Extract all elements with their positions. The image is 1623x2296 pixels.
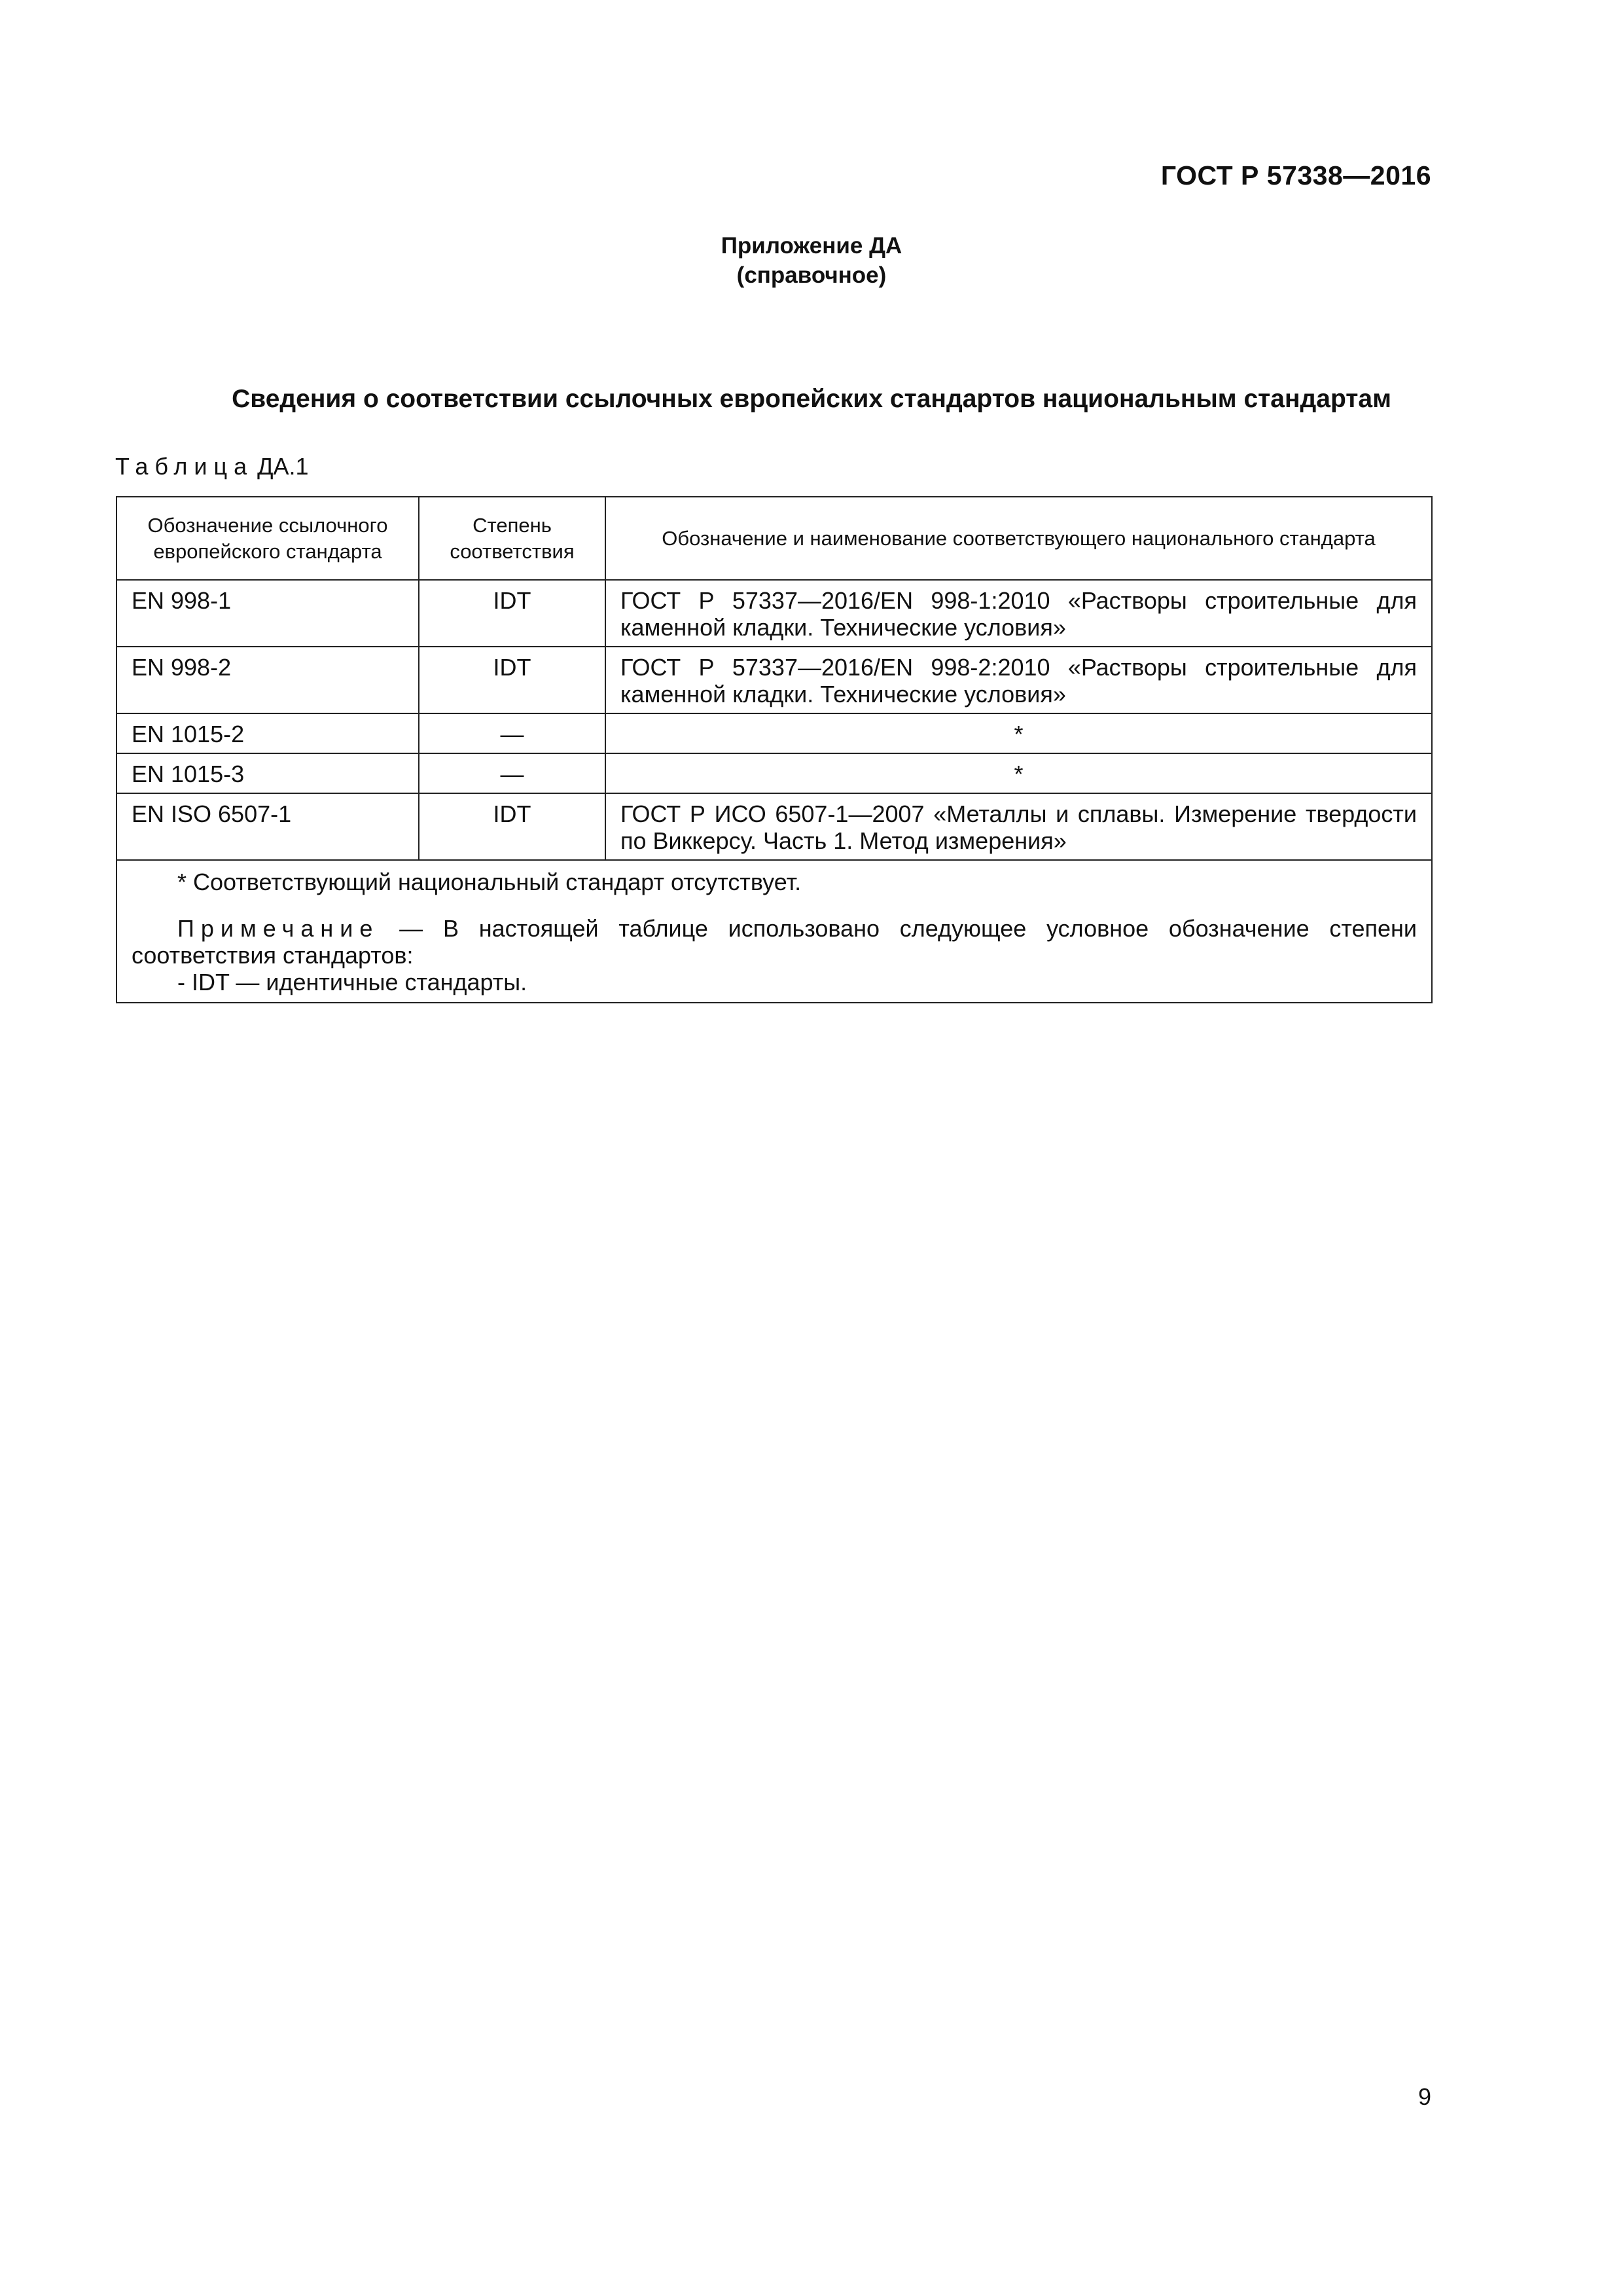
table-row <box>116 713 1432 753</box>
cell-european-code: EN ISO 6507-1 <box>116 793 419 860</box>
annex-status: (справочное) <box>736 262 887 288</box>
cell-european-code: EN 1015-2 <box>116 713 419 753</box>
cell-degree: — <box>419 753 605 793</box>
table-row <box>116 647 1432 713</box>
note-text: — В настоящей таблице использовано следующее условное обозначение степени соответствия стандартов: <box>132 915 1417 969</box>
cell-national-standard: ГОСТ Р ИСО 6507-1—2007 «Металлы и сплавы. Измерение твердости по Виккерсу. Часть 1. Метод измерения» <box>605 793 1432 860</box>
table-row <box>116 753 1432 793</box>
table-row <box>116 793 1432 860</box>
cell-european-code: EN 998-1 <box>116 580 419 647</box>
cell-national-standard: * <box>605 713 1432 753</box>
column-header-national-standard: Обозначение и наименование соответствующего национального стандарта <box>605 497 1432 580</box>
table-row <box>116 580 1432 647</box>
annex-title: Приложение ДА <box>721 233 902 259</box>
annex-header <box>0 231 1623 290</box>
column-header-european-code: Обозначение ссылочного европейского стандарта <box>116 497 419 580</box>
page-number: 9 <box>1418 2083 1431 2110</box>
table-notes <box>116 860 1432 1003</box>
note-label: Примечание <box>177 915 380 942</box>
cell-degree: IDT <box>419 793 605 860</box>
table-caption <box>115 453 309 480</box>
cell-degree: IDT <box>419 647 605 713</box>
correspondence-table <box>116 496 1433 1003</box>
table-note <box>132 915 1417 969</box>
cell-national-standard: ГОСТ Р 57337—2016/EN 998-2:2010 «Растворы строительные для каменной кладки. Технические условия» <box>605 647 1432 713</box>
table-caption-number: ДА.1 <box>257 453 309 480</box>
note-item-idt: - IDT — идентичные стандарты. <box>177 969 527 996</box>
document-code: ГОСТ Р 57338—2016 <box>1160 160 1431 190</box>
column-header-degree: Степень соответствия <box>419 497 605 580</box>
correspondence-table-wrapper <box>116 496 1431 1003</box>
table-header-row <box>116 497 1432 580</box>
cell-degree: IDT <box>419 580 605 647</box>
cell-national-standard: ГОСТ Р 57337—2016/EN 998-1:2010 «Растворы строительные для каменной кладки. Технические условия» <box>605 580 1432 647</box>
table-footnote: * Соответствующий национальный стандарт отсутствует. <box>177 869 802 895</box>
cell-national-standard: * <box>605 753 1432 793</box>
cell-european-code: EN 1015-3 <box>116 753 419 793</box>
table-caption-word: Таблица <box>115 453 254 480</box>
cell-degree: — <box>419 713 605 753</box>
cell-european-code: EN 998-2 <box>116 647 419 713</box>
table-footer-row <box>116 860 1432 1003</box>
section-heading: Сведения о соответствии ссылочных европейских стандартов национальным стандартам <box>232 385 1391 413</box>
